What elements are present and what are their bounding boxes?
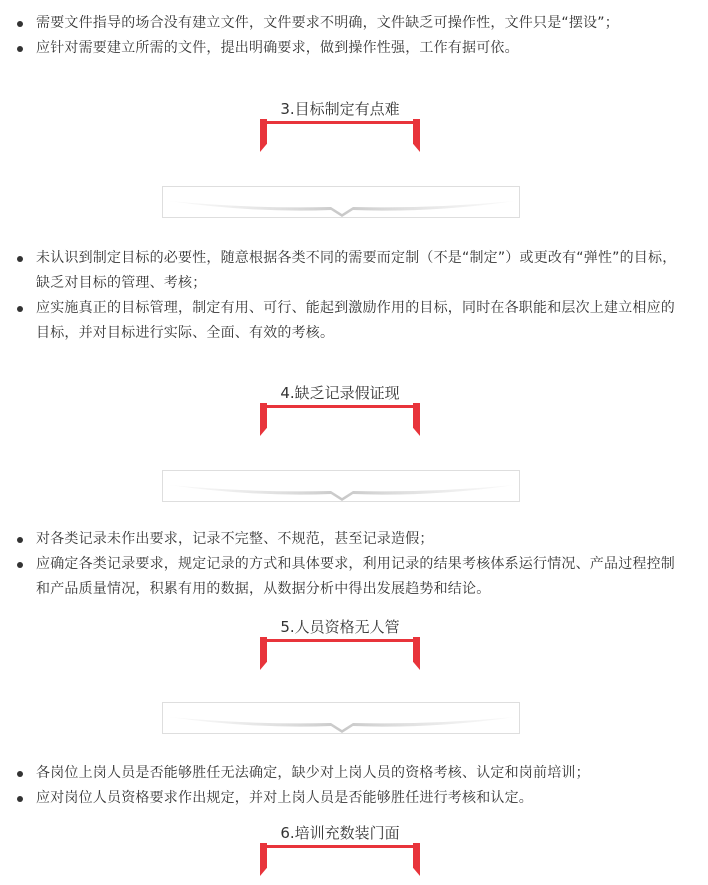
bullet-dot (17, 771, 23, 777)
swoosh-icon (163, 703, 521, 735)
bullet-text: 应实施真正的目标管理，制定有用、可行、能起到激励作用的目标，同时在各职能和层次上建立相应的目标，并对目标进行实际、全面、有效的考核。 (36, 300, 675, 341)
list-item (0, 246, 708, 296)
bullet-text: 应确定各类记录要求，规定记录的方式和具体要求，利用记录的结果考核体系运行情况、产品过程控制和产品质量情况，积累有用的数据，从数据分析中得出发展趋势和结论。 (36, 556, 675, 597)
heading-right-ribbon (413, 403, 420, 436)
bullet-dot (17, 21, 23, 27)
bullet-text: 未认识到制定目标的必要性，随意根据各类不同的需要而定制（不是“制定”）或更改有“弹性”的目标，缺乏对目标的管理、考核； (36, 250, 677, 291)
heading-underline (263, 639, 417, 642)
list-item (0, 552, 708, 602)
bullet-text: 各岗位上岗人员是否能够胜任无法确定，缺少对上岗人员的资格考核、认定和岗前培训； (36, 765, 590, 781)
section-heading-6 (257, 823, 423, 879)
decorative-divider (162, 186, 520, 218)
heading-underline (263, 845, 417, 848)
list-item (0, 296, 708, 346)
heading-right-ribbon (413, 843, 420, 876)
heading-title: 3.目标制定有点难 (280, 100, 400, 118)
list-item (0, 527, 708, 552)
list-item (0, 761, 708, 786)
section-heading-3 (257, 99, 423, 155)
swoosh-icon (163, 187, 521, 219)
bullet-dot (17, 537, 23, 543)
heading-left-ribbon (260, 119, 267, 152)
bullet-text: 需要文件指导的场合没有建立文件，文件要求不明确，文件缺乏可操作性，文件只是“摆设”； (36, 15, 619, 31)
heading-title: 4.缺乏记录假证现 (280, 384, 400, 402)
bullet-list-section-5 (0, 761, 708, 811)
list-item (0, 36, 708, 61)
list-item (0, 786, 708, 811)
heading-right-ribbon (413, 637, 420, 670)
list-item (0, 11, 708, 36)
section-heading-4 (257, 383, 423, 439)
heading-underline (263, 121, 417, 124)
heading-left-ribbon (260, 843, 267, 876)
heading-left-ribbon (260, 637, 267, 670)
bullet-text: 应针对需要建立所需的文件，提出明确要求，做到操作性强，工作有据可依。 (36, 40, 519, 56)
bullet-dot (17, 46, 23, 52)
decorative-divider (162, 470, 520, 502)
bullet-dot (17, 306, 23, 312)
heading-underline (263, 405, 417, 408)
bullet-list-section-2 (0, 11, 708, 61)
heading-right-ribbon (413, 119, 420, 152)
heading-title: 6.培训充数装门面 (280, 824, 400, 842)
heading-title: 5.人员资格无人管 (280, 618, 400, 636)
bullet-dot (17, 796, 23, 802)
bullet-dot (17, 562, 23, 568)
bullet-dot (17, 256, 23, 262)
bullet-text: 对各类记录未作出要求，记录不完整、不规范，甚至记录造假； (36, 531, 434, 547)
swoosh-icon (163, 471, 521, 503)
decorative-divider (162, 702, 520, 734)
bullet-list-section-3 (0, 246, 708, 346)
heading-left-ribbon (260, 403, 267, 436)
bullet-text: 应对岗位人员资格要求作出规定，并对上岗人员是否能够胜任进行考核和认定。 (36, 790, 533, 806)
section-heading-5 (257, 617, 423, 673)
bullet-list-section-4 (0, 527, 708, 602)
